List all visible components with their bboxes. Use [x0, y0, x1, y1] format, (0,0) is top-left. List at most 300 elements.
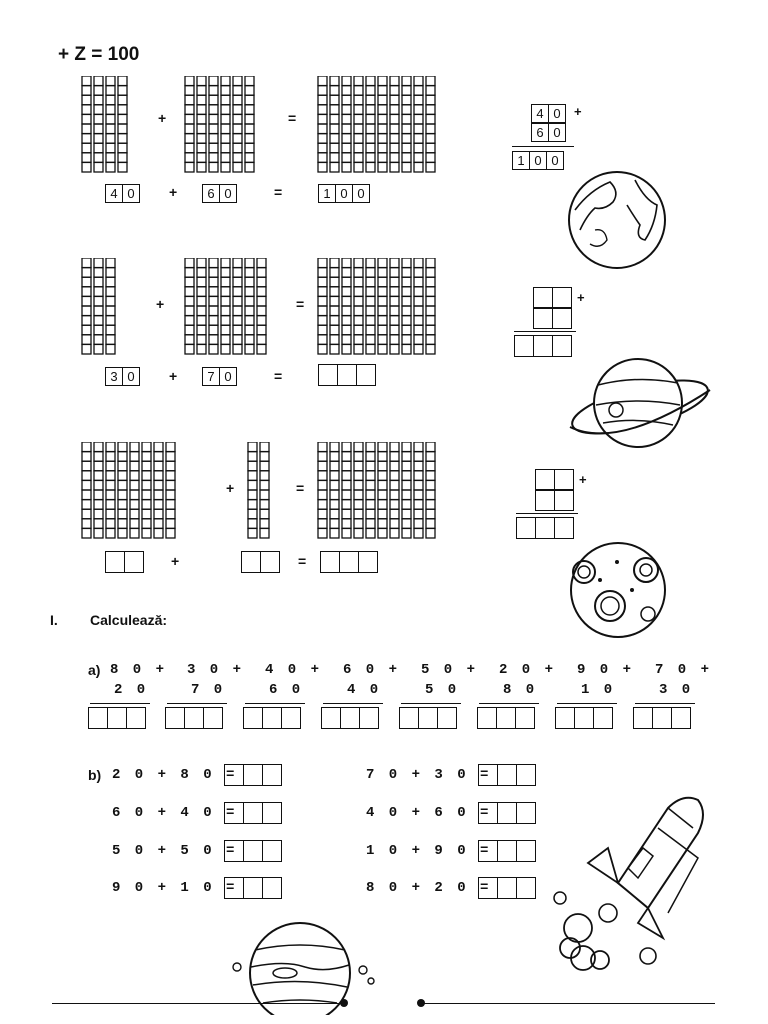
unit-block [209, 335, 218, 345]
footer-line-left [52, 1003, 342, 1004]
unit-block [94, 287, 103, 297]
unit-block [82, 86, 91, 96]
unit-block [378, 471, 387, 481]
unit-block [106, 268, 115, 278]
unit-block [342, 344, 351, 354]
unit-block [354, 509, 363, 519]
unit-block [118, 519, 127, 529]
unit-block [197, 143, 206, 153]
unit-block [330, 490, 339, 500]
unit-block [233, 306, 242, 316]
unit-block [426, 296, 435, 306]
unit-block [82, 287, 91, 297]
unit-block [257, 268, 266, 278]
part-a-rule [245, 703, 305, 704]
unit-block [82, 296, 91, 306]
unit-block [318, 95, 327, 105]
unit-block [94, 306, 103, 316]
unit-block [414, 124, 423, 134]
unit-block [154, 452, 163, 462]
unit-block [342, 519, 351, 529]
unit-block [330, 134, 339, 144]
unit-block [260, 500, 269, 510]
unit-block [118, 153, 127, 163]
unit-block [221, 325, 230, 335]
unit-block [118, 471, 127, 481]
part-a-answer-input[interactable] [399, 707, 457, 729]
unit-block [354, 124, 363, 134]
part-a-answer-input[interactable] [633, 707, 691, 729]
unit-block [233, 316, 242, 326]
vertical2-bottom-input[interactable] [533, 307, 572, 329]
unit-block [426, 76, 435, 86]
unit-block [209, 325, 218, 335]
unit-block [166, 480, 175, 490]
part-b-answer-input[interactable] [224, 840, 282, 862]
unit-block [260, 480, 269, 490]
unit-block [318, 461, 327, 471]
unit-block [248, 471, 257, 481]
digit: 0 [553, 106, 561, 121]
unit-block [185, 287, 194, 297]
unit-block [82, 162, 91, 172]
unit-block [330, 277, 339, 287]
unit-block [82, 143, 91, 153]
unit-block [366, 528, 375, 538]
unit-block [366, 153, 375, 163]
unit-block [106, 287, 115, 297]
unit-block [330, 296, 339, 306]
unit-block [426, 124, 435, 134]
unit-block [378, 519, 387, 529]
part-a-answer-input[interactable] [555, 707, 613, 729]
unit-block [318, 306, 327, 316]
unit-block [130, 509, 139, 519]
unit-block [402, 471, 411, 481]
unit-block [414, 105, 423, 115]
unit-block [185, 268, 194, 278]
vertical2-plus: + [577, 290, 585, 305]
part-b-answer-input[interactable] [478, 764, 536, 786]
unit-block [330, 325, 339, 335]
unit-block [402, 114, 411, 124]
part-b-label: b) [88, 767, 102, 783]
unit-block [354, 143, 363, 153]
unit-block [82, 528, 91, 538]
unit-block [94, 124, 103, 134]
part-b-answer-input[interactable] [224, 802, 282, 824]
unit-block [166, 442, 175, 452]
unit-block [426, 114, 435, 124]
unit-block [197, 306, 206, 316]
part-a-answer-input[interactable] [88, 707, 146, 729]
unit-block [94, 296, 103, 306]
unit-block [248, 442, 257, 452]
unit-block [94, 76, 103, 86]
unit-block [245, 335, 254, 345]
unit-block [414, 306, 423, 316]
unit-block [402, 490, 411, 500]
unit-block [390, 162, 399, 172]
unit-block [130, 480, 139, 490]
unit-block [354, 114, 363, 124]
page-title: + Z = 100 [58, 44, 140, 65]
unit-block [426, 258, 435, 268]
unit-block [354, 528, 363, 538]
unit-block [390, 461, 399, 471]
unit-block [118, 95, 127, 105]
unit-block [330, 509, 339, 519]
vertical3-sum-input[interactable] [516, 517, 574, 539]
unit-block [82, 480, 91, 490]
unit-block [209, 105, 218, 115]
unit-block [197, 344, 206, 354]
unit-block [130, 528, 139, 538]
unit-block [402, 105, 411, 115]
unit-block [426, 162, 435, 172]
unit-block [426, 509, 435, 519]
unit-block [142, 480, 151, 490]
unit-block [378, 335, 387, 345]
unit-block [414, 134, 423, 144]
unit-block [318, 519, 327, 529]
unit-block [94, 258, 103, 268]
unit-block [390, 528, 399, 538]
unit-block [260, 509, 269, 519]
unit-block [118, 500, 127, 510]
unit-block [318, 105, 327, 115]
unit-block [257, 335, 266, 345]
unit-block [106, 442, 115, 452]
digit: 0 [224, 369, 232, 384]
unit-block [154, 471, 163, 481]
unit-block [402, 452, 411, 462]
vertical-rule [512, 146, 574, 147]
unit-block [378, 316, 387, 326]
unit-block [94, 153, 103, 163]
unit-block [390, 490, 399, 500]
unit-block [94, 500, 103, 510]
unit-block [118, 480, 127, 490]
unit-block [82, 105, 91, 115]
part-b-answer-input[interactable] [224, 764, 282, 786]
unit-block [82, 335, 91, 345]
unit-block [118, 76, 127, 86]
unit-block [233, 335, 242, 345]
unit-block [318, 114, 327, 124]
part-a-answer-input[interactable] [477, 707, 535, 729]
unit-block [233, 95, 242, 105]
unit-block [378, 500, 387, 510]
unit-block [426, 325, 435, 335]
unit-block [390, 95, 399, 105]
unit-block [390, 500, 399, 510]
row3-sum-input[interactable] [320, 551, 378, 573]
unit-block [402, 143, 411, 153]
unit-block [318, 86, 327, 96]
unit-block [342, 452, 351, 462]
unit-block [82, 76, 91, 86]
unit-block [414, 500, 423, 510]
unit-block [154, 461, 163, 471]
part-a-rule [401, 703, 461, 704]
unit-block [342, 335, 351, 345]
unit-block [378, 480, 387, 490]
unit-block [245, 134, 254, 144]
unit-block [106, 519, 115, 529]
unit-block [185, 105, 194, 115]
unit-block [426, 480, 435, 490]
unit-block [209, 287, 218, 297]
unit-block [118, 528, 127, 538]
unit-block [318, 143, 327, 153]
unit-block [82, 153, 91, 163]
vertical3-plus: + [579, 472, 587, 487]
unit-block [245, 344, 254, 354]
unit-block [197, 277, 206, 287]
unit-block [245, 162, 254, 172]
unit-block [233, 268, 242, 278]
unit-block [82, 134, 91, 144]
unit-block [185, 325, 194, 335]
unit-block [154, 509, 163, 519]
unit-block [354, 471, 363, 481]
unit-block [82, 471, 91, 481]
unit-block [248, 490, 257, 500]
unit-block [166, 490, 175, 500]
unit-block [426, 143, 435, 153]
unit-block [82, 325, 91, 335]
unit-block [221, 162, 230, 172]
unit-block [366, 162, 375, 172]
unit-block [94, 95, 103, 105]
unit-block [378, 325, 387, 335]
part-a-rule [479, 703, 539, 704]
part-a-top: 6 0 + [343, 662, 401, 678]
unit-block [118, 452, 127, 462]
unit-block [342, 306, 351, 316]
unit-block [209, 95, 218, 105]
unit-block [118, 105, 127, 115]
part-b-answer-input[interactable] [224, 877, 282, 899]
row1-plus-sign: + [158, 110, 167, 126]
unit-block [366, 86, 375, 96]
unit-block [257, 325, 266, 335]
part-a-answer-input[interactable] [165, 707, 223, 729]
unit-block [318, 76, 327, 86]
unit-block [414, 296, 423, 306]
unit-block [330, 287, 339, 297]
unit-block [209, 114, 218, 124]
unit-block [366, 268, 375, 278]
unit-block [94, 509, 103, 519]
row3-addend-b-input[interactable] [241, 551, 280, 573]
unit-block [130, 519, 139, 529]
unit-block [197, 296, 206, 306]
unit-block [185, 306, 194, 316]
unit-block [318, 153, 327, 163]
unit-block [185, 76, 194, 86]
unit-block [426, 500, 435, 510]
unit-block [82, 490, 91, 500]
unit-block [414, 316, 423, 326]
unit-block [354, 490, 363, 500]
unit-block [366, 114, 375, 124]
unit-block [330, 76, 339, 86]
unit-block [402, 519, 411, 529]
unit-block [106, 471, 115, 481]
unit-block [82, 95, 91, 105]
unit-block [426, 86, 435, 96]
unit-block [354, 325, 363, 335]
unit-block [366, 316, 375, 326]
vertical2-top-input[interactable] [533, 287, 572, 309]
unit-block [118, 143, 127, 153]
unit-block [378, 105, 387, 115]
unit-block [245, 95, 254, 105]
unit-block [197, 335, 206, 345]
unit-block [354, 258, 363, 268]
row2-plus-sign: + [156, 296, 165, 312]
unit-block [426, 452, 435, 462]
unit-block [118, 86, 127, 96]
unit-block [82, 519, 91, 529]
unit-block [342, 442, 351, 452]
exercise-number: I. [50, 612, 58, 628]
unit-block [342, 76, 351, 86]
part-b-answer-input[interactable] [478, 802, 536, 824]
unit-block [330, 528, 339, 538]
digit: 0 [551, 153, 559, 168]
unit-block [402, 461, 411, 471]
unit-block [414, 509, 423, 519]
unit-block [378, 509, 387, 519]
unit-block [318, 335, 327, 345]
unit-block [245, 316, 254, 326]
unit-block [366, 134, 375, 144]
unit-block [106, 114, 115, 124]
vertical3-bottom-input[interactable] [535, 489, 574, 511]
vertical3-rule [516, 513, 578, 514]
row1-addend-a [105, 184, 140, 203]
unit-block [426, 153, 435, 163]
earth-icon [565, 170, 675, 275]
digit: 0 [224, 186, 232, 201]
unit-block [245, 76, 254, 86]
unit-block [221, 344, 230, 354]
unit-block [378, 287, 387, 297]
unit-block [154, 519, 163, 529]
row1-equals-sign: = [288, 110, 297, 126]
unit-block [330, 344, 339, 354]
unit-block [378, 86, 387, 96]
part-a-bottom: 3 0 [659, 682, 694, 698]
unit-block [118, 162, 127, 172]
unit-block [82, 277, 91, 287]
row1-sum [318, 184, 370, 203]
part-b-answer-input[interactable] [478, 877, 536, 899]
unit-block [221, 105, 230, 115]
unit-block [378, 344, 387, 354]
part-a-rule [167, 703, 227, 704]
unit-block [185, 296, 194, 306]
unit-block [342, 268, 351, 278]
unit-block [354, 306, 363, 316]
unit-block [390, 105, 399, 115]
unit-block [94, 480, 103, 490]
vertical3-top-input[interactable] [535, 469, 574, 491]
unit-block [390, 519, 399, 529]
unit-block [318, 528, 327, 538]
unit-block [221, 134, 230, 144]
unit-block [94, 452, 103, 462]
unit-block [402, 509, 411, 519]
unit-block [330, 162, 339, 172]
unit-block [142, 452, 151, 462]
unit-block [402, 344, 411, 354]
unit-block [94, 461, 103, 471]
unit-block [426, 306, 435, 316]
unit-block [257, 306, 266, 316]
part-b-answer-input[interactable] [478, 840, 536, 862]
unit-block [342, 296, 351, 306]
part-b-equation: 7 0 + 3 0 = [366, 767, 492, 783]
unit-block [402, 335, 411, 345]
unit-block [209, 134, 218, 144]
unit-block [378, 306, 387, 316]
unit-block [354, 519, 363, 529]
unit-block [378, 452, 387, 462]
unit-block [82, 509, 91, 519]
unit-block [366, 258, 375, 268]
unit-block [209, 316, 218, 326]
part-a-answer-input[interactable] [321, 707, 379, 729]
unit-block [82, 461, 91, 471]
unit-block [130, 490, 139, 500]
unit-block [130, 452, 139, 462]
vertical2-sum-input[interactable] [514, 335, 572, 357]
unit-block [94, 268, 103, 278]
unit-block [354, 442, 363, 452]
unit-block [354, 95, 363, 105]
unit-block [185, 335, 194, 345]
unit-block [260, 471, 269, 481]
unit-block [142, 471, 151, 481]
unit-block [154, 500, 163, 510]
unit-block [390, 344, 399, 354]
vertical-sum [512, 151, 564, 170]
unit-block [197, 124, 206, 134]
unit-block [94, 162, 103, 172]
row2-sum-input[interactable] [318, 364, 376, 386]
unit-block [233, 162, 242, 172]
unit-block [142, 500, 151, 510]
unit-block [342, 316, 351, 326]
unit-block [402, 124, 411, 134]
unit-block [82, 452, 91, 462]
unit-block [354, 461, 363, 471]
row2-equals: = [274, 368, 283, 384]
unit-block [390, 258, 399, 268]
unit-block [342, 490, 351, 500]
part-a-answer-input[interactable] [243, 707, 301, 729]
row3-equals-sign: = [296, 480, 305, 496]
row1-equals: = [274, 184, 283, 200]
row3-addend-a-input[interactable] [105, 551, 144, 573]
unit-block [245, 258, 254, 268]
unit-block [330, 114, 339, 124]
unit-block [166, 500, 175, 510]
